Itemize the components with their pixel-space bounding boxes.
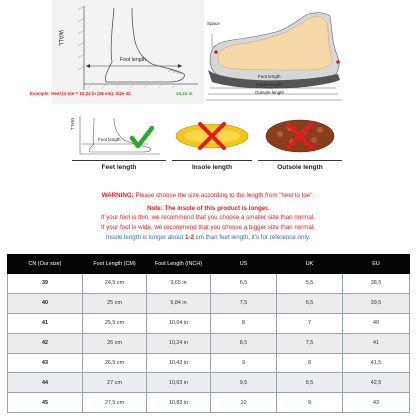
cell-eu: 43 [343,393,410,413]
table-row [8,274,410,294]
foot-length-right-label: Foot length [258,74,281,79]
cell-foot-inch: 10,43 in [147,353,211,373]
outsole-illustration [258,114,342,158]
cell-uk: 8,5 [277,373,343,393]
cell-foot-inch: 9,65 in [147,274,211,294]
cell-us: 9 [211,353,277,373]
cell-foot-inch: 10,83 in [147,393,211,413]
table-header-row [8,255,410,274]
cell-eu: 40 [343,313,410,333]
cell-us: 8 [211,313,277,333]
insole-note-post: cm than feet length, it's for reference only. [193,234,311,241]
warning-label: WARNING: [101,192,134,199]
cell-foot-cm: 24,5 cm [83,274,147,294]
cell-uk: 6,5 [277,293,343,313]
cell-foot-inch: 10,63 in [147,373,211,393]
foot-measure-diagram [52,0,204,104]
cell-cn: 41 [8,313,83,333]
size-notes [0,191,416,243]
feet-wall-label: WALL [70,118,75,131]
cell-us: 8,5 [211,333,277,353]
warning-text: Please choose the size according to the length from "heel to toe". [133,192,315,199]
wall-label: WALL [57,30,63,47]
check-icon [132,128,152,146]
cell-uk: 5,5 [277,274,343,294]
cell-cn: 40 [8,293,83,313]
cell-cn: 42 [8,333,83,353]
feet-length-illustration [72,114,166,158]
cell-uk: 7 [277,313,343,333]
cell-cn: 44 [8,373,83,393]
header-foot-cm: Foot Length (CM) [83,255,147,274]
insole-length-panel [172,114,252,176]
header-foot-inch: Foot Length (INCH) [147,255,211,274]
cell-foot-cm: 27 cm [83,373,147,393]
cell-eu: 41,5 [343,353,410,373]
cell-uk: 8 [277,353,343,373]
note-line: Note: The insole of this product is longer. [146,204,270,212]
cell-eu: 39,5 [343,293,410,313]
cell-cn: 39 [8,274,83,294]
cell-uk: 9 [277,393,343,413]
foot-length-label: Foot length [120,57,146,63]
cell-us: 10 [211,393,277,413]
cell-foot-inch: 9,84 in [147,293,211,313]
table-row [8,373,410,393]
insole-note-range: 1-2 [184,234,194,241]
insole-length-caption: Insole length [191,164,233,171]
cell-cn: 43 [8,353,83,373]
cell-uk: 7,5 [277,333,343,353]
header-us: US [211,255,277,274]
size-chart-table [7,254,410,413]
header-eu: EU [343,255,410,274]
space-label: Space [207,21,220,26]
table-row [8,293,410,313]
cell-us: 7,5 [211,293,277,313]
example-measure: 10,24 in [176,91,193,96]
feet-length-caption: Feet length [101,164,137,171]
cell-eu: 38,5 [343,274,410,294]
cell-foot-cm: 25 cm [83,293,147,313]
foot-illustration [52,0,204,104]
feet-inner-label: Foot length [98,137,121,142]
cell-foot-cm: 26,5 cm [83,353,147,373]
table-row [8,313,410,333]
header-uk: UK [277,255,343,274]
cell-eu: 42,5 [343,373,410,393]
cell-foot-inch: 10,04 in [147,313,211,333]
table-row [8,393,410,413]
wide-foot-line: If your foot is wide, we recommend that you choose a bigger size than normal. [101,223,315,231]
table-row [8,353,410,373]
insole-note-pre: Insole length is longer about [105,234,185,241]
cell-foot-cm: 26 cm [83,333,147,353]
cell-foot-cm: 25,5 cm [83,313,147,333]
feet-length-panel [72,114,166,176]
thin-foot-line: If your foot is thin, we recommend that you choose a smaller size than normal. [101,214,315,221]
cell-foot-cm: 27,5 cm [83,393,147,413]
cell-eu: 41 [343,333,410,353]
example-text: Example: Heel to toe = 10,24 in (26 cm). Size 42. [30,91,132,96]
insole-illustration [172,114,252,158]
insole-length-label: Insole length [256,82,282,87]
header-cn: CN (Our size) [8,255,83,274]
insole-note-line [0,233,416,243]
table-row [8,333,410,353]
cell-us: 9,5 [211,373,277,393]
cell-foot-inch: 10,24 in [147,333,211,353]
cell-cn: 45 [8,393,83,413]
outsole-length-panel [258,114,342,176]
warning-line [0,191,416,201]
outsole-length-caption: Outsole length [277,164,323,171]
cell-us: 6,5 [211,274,277,294]
outsole-length-label: Outsole length [255,90,285,95]
